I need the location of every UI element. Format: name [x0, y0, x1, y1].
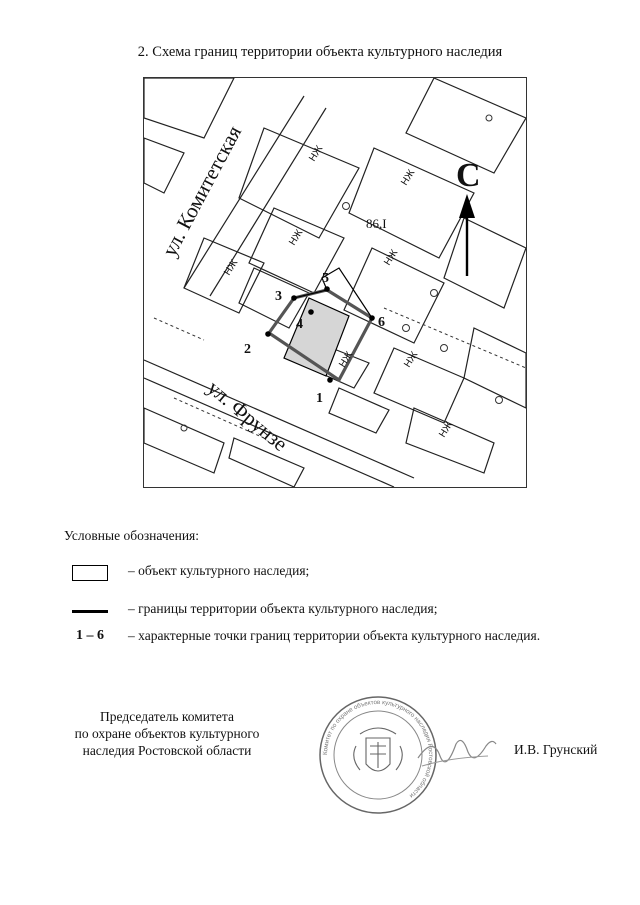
building-mark: НЖ — [437, 419, 456, 440]
legend-item-points — [0, 628, 640, 650]
signature-position — [52, 708, 282, 759]
building-mark: НЖ — [382, 247, 401, 268]
position-line: наследия Ростовской области — [82, 743, 252, 758]
seal-text: Комитет по охране объектов культурного наследия Ростовской области — [321, 698, 435, 800]
position-line: по охране объектов культурного — [74, 726, 260, 741]
building-mark: НЖ — [402, 349, 421, 370]
building-mark: НЖ — [222, 257, 241, 278]
point-label-2: 2 — [244, 342, 251, 357]
point-label-1: 1 — [316, 391, 323, 406]
north-arrow-icon — [459, 194, 475, 276]
position-line: Председатель комитета — [100, 709, 234, 724]
legend-item-boundary — [0, 601, 640, 623]
legend-text-points: – характерные точки границ территории объекта культурного наследия. — [128, 628, 541, 643]
coat-of-arms-icon — [354, 728, 403, 771]
legend-symbol-points: 1 – 6 — [76, 628, 104, 643]
building-mark: НЖ — [287, 227, 306, 248]
boundary-line-icon — [72, 610, 108, 613]
building-mark: НЖ — [399, 167, 418, 188]
street-label-komitetskaya: ул. Комитетская — [157, 121, 247, 261]
building-mark: НЖ — [337, 349, 356, 370]
north-label: С — [456, 157, 481, 194]
legend-text-boundary: – границы территории объекта культурного наследия; — [128, 601, 438, 616]
map-title: 2. Схема границ территории объекта культурного наследия — [137, 44, 503, 60]
signatory-name: И.В. Грунский — [514, 742, 598, 757]
street-label-frunze: ул. Фрунзе — [202, 375, 293, 457]
point-label-4: 4 — [296, 317, 303, 332]
point-label-3: 3 — [275, 289, 282, 304]
house-number-label: 86,I — [366, 216, 387, 231]
legend-heading: Условные обозначения: — [64, 528, 200, 543]
legend-item-object — [0, 563, 640, 585]
boundary-map — [143, 77, 527, 488]
object-symbol-icon — [72, 565, 108, 581]
legend-text-object: – объект культурного наследия; — [128, 563, 310, 578]
point-label-6: 6 — [378, 315, 385, 330]
official-seal — [318, 686, 498, 824]
building-mark: НЖ — [307, 143, 326, 164]
point-label-5: 5 — [322, 271, 329, 286]
